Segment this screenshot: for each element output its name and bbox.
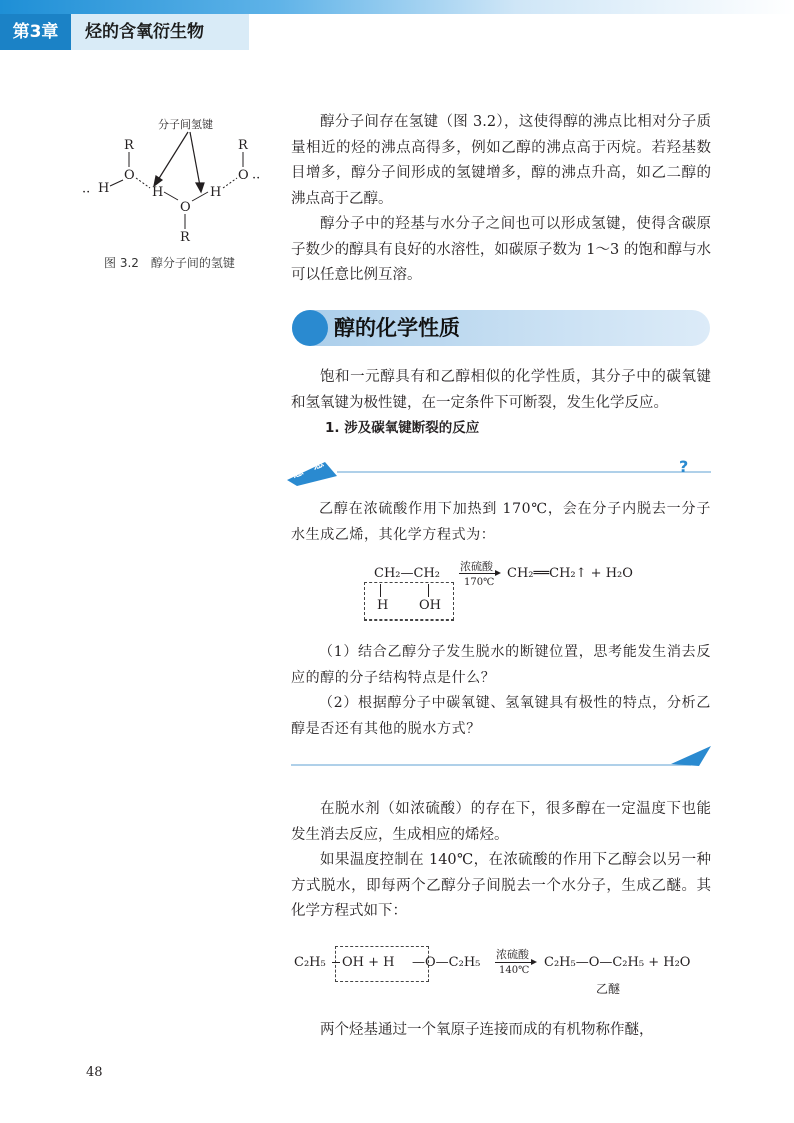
chapter-badge: 第3章 [0,14,71,50]
section-title: 醇的化学性质 [334,316,460,340]
eq2-product-name: 乙醚 [596,982,621,996]
atom-o-center: O [180,200,191,215]
think-intro [291,497,711,548]
eq1-condition-top: 浓硫酸 [460,560,493,573]
subheading: 1. 涉及碳氧键断裂的反应 [325,420,480,436]
eq2-left: C₂H₅ [294,955,326,970]
question-mark-icon: ? [679,457,689,476]
intro-paragraph-1: 醇分子间存在氢键（图 3.2），这使得醇的沸点比相对分子质量相近的烃的沸点高得多，例如乙醇的沸点高于丙烷。若羟基数目增多，醇分子间形成的氢键增多，醇的沸点升高，如乙二醇的沸点高于乙醇。 [291,114,711,207]
eq1-h: H [377,598,389,613]
intro-paragraph-2: 醇分子中的羟基与水分子之间也可以形成氢键，使得含碳原子数少的醇具有良好的水溶性，如碳原子数为 1～3 的饱和醇与水可以任意比例互溶。 [291,216,711,283]
figure-hydrogen-bond [80,112,270,270]
eq1-reactant: CH₂—CH₂ [374,566,440,581]
eq2-arrow [495,962,535,963]
atom-o-right: O [238,168,249,183]
eq1-product: CH₂══CH₂↑ + H₂O [507,566,633,581]
after-text [291,797,711,925]
atom-r-left: R [124,138,134,153]
equation-dehydration-ethene [364,558,664,624]
footer-arrow-icon [291,740,711,768]
eq2-product: C₂H₅—O—C₂H₅ + H₂O [544,955,691,970]
section-text [291,365,711,416]
eq1-arrow [459,573,499,574]
think-badge-label: 想一想 [289,456,326,481]
atom-o-left: O [124,168,135,183]
chapter-title: 烃的含氧衍生物 [71,14,249,50]
eq2-condition-bottom: 140℃ [499,965,530,976]
label-intermolecular-hbond: 分子间氢键 [158,118,213,131]
eq1-condition-bottom: 170℃ [464,577,495,588]
think-question-1: （1）结合乙醇分子发生脱水的断键位置，思考能发生消去反应的醇的分子结构特点是什么？ [291,644,711,686]
eq2-boxed: OH + H [342,955,395,970]
eq2-rest: —O—C₂H₅ [412,955,481,970]
dots-left: ·· [82,185,91,200]
atom-h-right: H [210,185,222,200]
dots-right: ·· [252,171,261,186]
eq1-oh: OH [419,598,441,613]
header-gradient-bar [0,0,794,14]
equation-ether-formation [294,944,714,998]
intro-text [291,110,711,289]
after-paragraph-2: 如果温度控制在 140℃，在浓硫酸的作用下乙醇会以另一种方式脱水，即每两个乙醇分子间脱去一个水分子，生成乙醚。其化学方程式如下： [291,852,711,919]
think-questions [291,640,711,742]
atom-r-right: R [238,138,248,153]
after-paragraph-1: 在脱水剂（如浓硫酸）的存在下，很多醇在一定温度下也能发生消去反应，生成相应的烯烃。 [291,801,711,843]
section-paragraph-1: 饱和一元醇具有和乙醇相似的化学性质，其分子中的碳氧键和氢氧键为极性键，在一定条件下可断裂，发生化学反应。 [291,369,711,411]
atom-h-left: H [98,181,110,196]
think-intro-text: 乙醇在浓硫酸作用下加热到 170℃，会在分子内脱去一分子水生成乙烯，其化学方程式为： [291,501,711,543]
think-badge-icon [285,446,711,486]
think-box-header [285,446,711,486]
section-heading-dot [292,310,328,346]
atom-r-center: R [180,230,190,245]
figure-caption: 图 3.2 醇分子间的氢键 [104,256,235,270]
atom-h-center: H [152,185,164,200]
page-number: 48 [86,1065,103,1080]
after-paragraph-3: 两个烃基通过一个氧原子连接而成的有机物称作醚， [320,1022,654,1038]
eq2-condition-top: 浓硫酸 [496,948,529,961]
closing-text [291,1018,711,1044]
think-box-footer [291,740,711,768]
hydrogen-bond-diagram [80,112,270,252]
think-question-2: （2）根据醇分子中碳氧键、氢氧键具有极性的特点，分析乙醇是否还有其他的脱水方式？ [291,695,711,737]
